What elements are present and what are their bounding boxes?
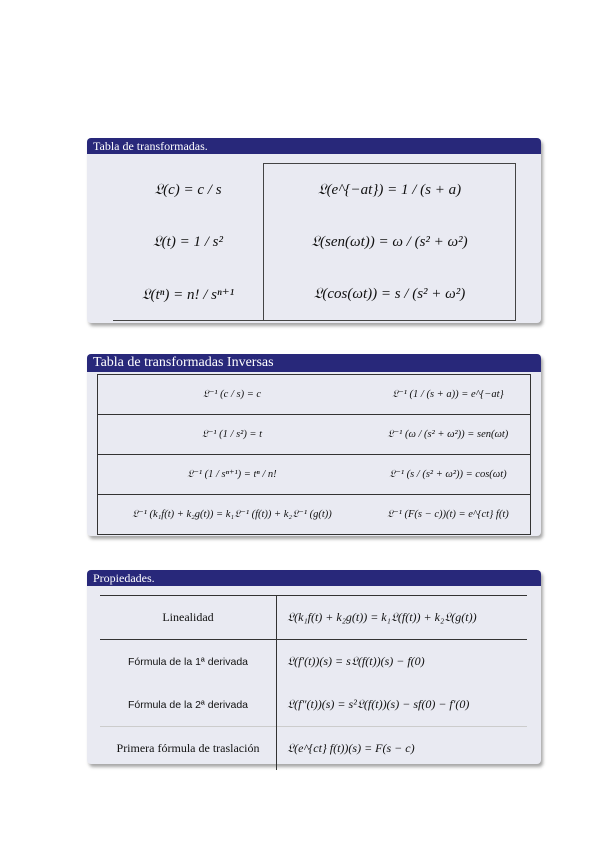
- transform-cell: 𝔏(cos(ωt)) = s / (s² + ω²): [263, 268, 515, 321]
- property-label: Fórmula de la 1ª derivada: [100, 640, 277, 684]
- property-formula: 𝔏(f″(t))(s) = s²𝔏(f(t))(s) − sf(0) − f′(0): [287, 697, 470, 711]
- inverse-cell: 𝔏⁻¹ (s / (s² + ω²)) = cos(ωt): [366, 455, 531, 495]
- property-formula: 𝔏(f′(t))(s) = s𝔏(f(t))(s) − f(0): [287, 654, 425, 668]
- inverse-cell: 𝔏⁻¹ (F(s − c))(t) = e^{ct} f(t): [366, 495, 531, 535]
- inverse-cell: 𝔏⁻¹ (1 / (s + a)) = e^{−at}: [392, 389, 504, 400]
- transform-cell: 𝔏(t) = 1 / s²: [152, 234, 223, 250]
- property-label: Linealidad: [100, 596, 277, 640]
- transform-table-block: [87, 138, 541, 323]
- transform-table-title: Tabla de transformadas.: [87, 138, 541, 154]
- transform-cell: 𝔏(tⁿ) = n! / sⁿ⁺¹: [113, 268, 263, 321]
- transform-cell: 𝔏(c) = c / s: [154, 181, 222, 198]
- transform-table: [113, 163, 516, 321]
- transform-cell: 𝔏(sen(ωt)) = ω / (s² + ω²): [263, 216, 515, 268]
- property-formula: 𝔏(k₁f(t) + k₂g(t)) = k₁𝔏(f(t)) + k₂𝔏(g(t)): [277, 596, 528, 640]
- transform-cell: 𝔏(e^{−at}) = 1 / (s + a): [263, 164, 515, 217]
- property-label: Primera fórmula de traslación: [100, 727, 277, 771]
- property-formula: 𝔏(e^{ct} f(t))(s) = F(s − c): [277, 727, 528, 771]
- inverse-table-block: [87, 354, 541, 536]
- inverse-cell: 𝔏⁻¹ (1 / sⁿ⁺¹) = tⁿ / n!: [98, 455, 366, 495]
- inverse-cell: 𝔏⁻¹ (c / s) = c: [202, 389, 262, 400]
- inverse-cell: 𝔏⁻¹ (1 / s²) = t: [98, 415, 366, 455]
- property-label: Fórmula de la 2ª derivada: [100, 683, 277, 727]
- inverse-cell: 𝔏⁻¹ (ω / (s² + ω²)) = sen(ωt): [366, 415, 531, 455]
- properties-table: [100, 595, 527, 770]
- inverse-table: [97, 374, 531, 535]
- properties-block: [87, 570, 541, 764]
- properties-title: Propiedades.: [87, 570, 541, 586]
- inverse-cell: 𝔏⁻¹ (k₁f(t) + k₂g(t)) = k₁𝔏⁻¹ (f(t)) + k₂𝔏⁻¹ (g(t)): [98, 495, 366, 535]
- inverse-table-title: Tabla de transformadas Inversas: [87, 354, 541, 372]
